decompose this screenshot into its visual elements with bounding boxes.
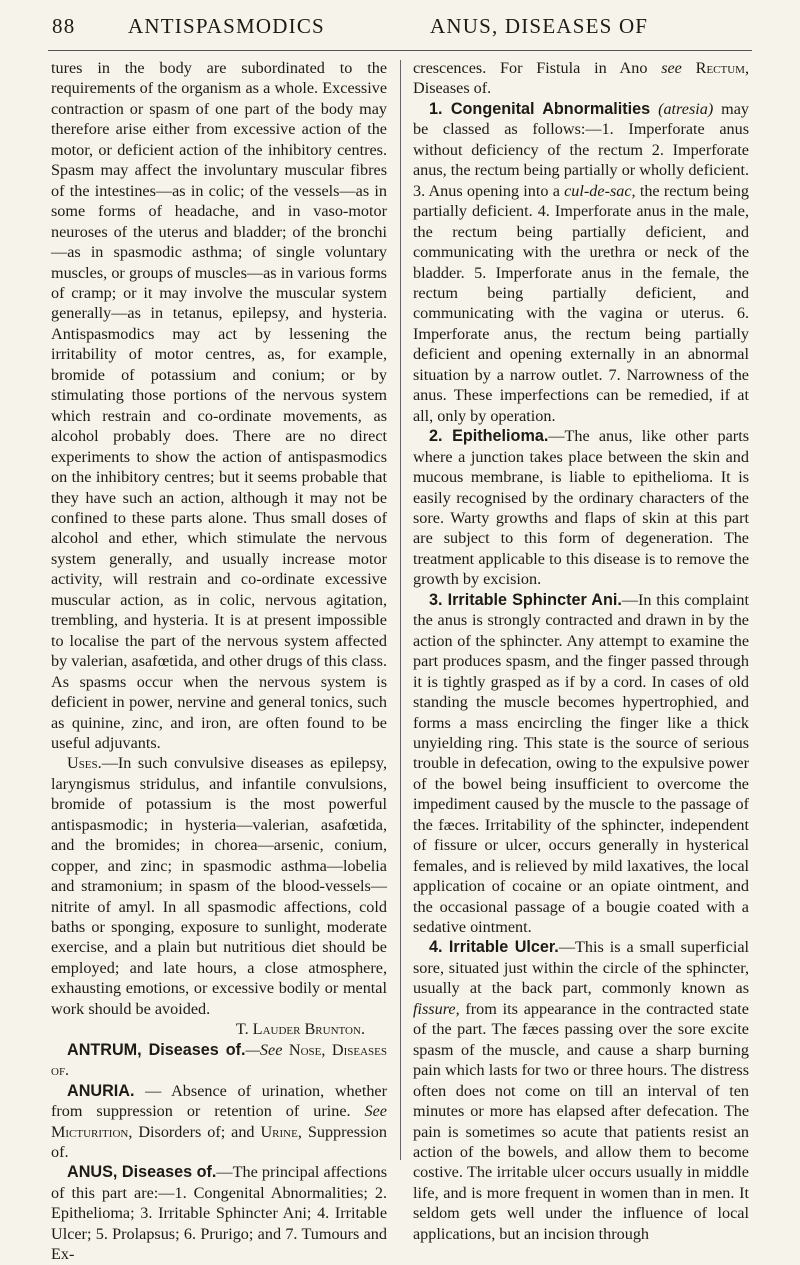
column-divider <box>400 60 401 1160</box>
anuria-crossref-micturition: Micturition, <box>51 1122 133 1141</box>
entry-anus <box>51 1162 387 1264</box>
anuria-text-end: Suppression of. <box>51 1122 387 1162</box>
section-irritable-sphincter <box>413 590 749 938</box>
fistula-crossref: Rectum, <box>695 59 749 77</box>
epithelioma-text: —The anus, like other parts where a junction takes place between the skin and mucous membrane, is liable to epithelioma. It is easily recognised by the ordinary characters of the sore. Warty growths and flaps of skin at this part are subject to this form of degeneration. The treatment applicable to this disease is to remove the growth by excision. <box>413 427 749 589</box>
anus-heading: ANUS, Diseases of. <box>67 1163 217 1182</box>
running-header <box>48 10 752 46</box>
anuria-heading: ANURIA. <box>67 1081 135 1100</box>
uses-text: —In such convulsive diseases as epilepsy, laryngismus stridulus, and infantile convulsions, bromide of potassium is the most powerful antispasmodic; in hysteria—valerian, asafœtida, and the bromides; in chorea—arsenic, conium, copper, and zinc; in spasmodic asthma—lobelia and stramonium; in spasm of the blood-vessels—nitrite of amyl. In all spasmodic affections, cold baths or sponging, exposure to sunlight, moderate exercise, and a plain but nutritious diet should be employed; and late hours, a close atmosphere, exhausting emotions, or excessive bodily or mental work should be avoided. <box>51 754 387 1018</box>
header-rule <box>48 50 752 51</box>
entry-antrum <box>51 1040 387 1081</box>
atresia-term: (atresia) <box>658 99 714 118</box>
running-title-right: ANUS, DISEASES OF <box>430 14 649 38</box>
fistula-note <box>413 58 749 99</box>
congenital-text: may be classed as follows:—1. Imperforate anus without deficiency of the rectum 2. Imperforate anus, the rectum being partially or wholly deficient. 3. Anus opening into a <box>413 99 750 200</box>
ulcer-text: —This is a small superficial sore, situated just within the circle of the sphincter, usually at the back part, commonly known as <box>413 938 749 998</box>
fistula-text: crescences. For Fistula in Ano <box>413 59 662 77</box>
section-congenital <box>413 99 749 426</box>
anuria-crossref-urine: Urine, <box>260 1122 302 1141</box>
antispasmodics-continuation: tures in the body are subordinated to the requirements of the organism as a whole. Excessive contraction or spasm of one part of the body may therefore arise either from excessive action of the motor, or deficient action of the inhibitory centres. Spasm may affect the involuntary muscular fibres of the intestines—as in colic; of the vessels—as in some forms of headache, and in vaso-motor neuroses of the uterus and bladder; of the bronchi—as in spasmodic asthma; of single voluntary muscles, or groups of muscles—as in various forms of cramp; or it may involve the muscular system generally—as in tetanus, epilepsy, and hysteria. Antispasmodics may act by lessening the irritability of motor centres, as, for example, bromide of potassium and conium; or by stimulating those portions of the nervous system which restrain and co-ordinate movements, as alcohol probably does. There are no direct experiments to show the action of antispasmodics on the inhibitory centres; but it seems probable that they have such an action, although it may not be confined to these parts alone. Thus small doses of alcohol and ether, which stimulate the nervous system generally, and usually increase motor activity, will restrain and co-ordinate excessive muscular action, as in colic, nervous agitation, trembling, and hysteria. It is at present impossible to localise the part of the nervous system affected by valerian, asafœtida, and other drugs of this class. As spasms occur when the nervous system is deficient in power, nervine and general tonics, such as quinine, zinc, and iron, are often found to be useful adjuvants. <box>51 59 387 752</box>
running-title-left: ANTISPASMODICS <box>128 14 325 38</box>
antrum-heading: ANTRUM, Diseases of. <box>67 1040 246 1059</box>
fistula-text-end: Diseases of. <box>413 79 492 98</box>
antrum-crossref: Nose, Diseases of. <box>51 1040 388 1080</box>
right-column <box>413 58 750 1243</box>
congenital-text-2: the rectum being partially deficient. 4. Imperforate anus in the male, the rectum being partially deficient, and communicating with the urethra or neck of the bladder. 5. Imperforate anus in the female, the rectum being partially deficient, and communicating with the vagina or uterus. 6. Imperforate anus, the rectum being partially deficient and opening externally in an abnormal situation by a narrow outlet. 7. Narrowness of the anus. These imperfections can be remedied, if at all, only by operation. <box>413 181 749 425</box>
uses-paragraph <box>51 753 387 1019</box>
ulcer-heading: 4. Irritable Ulcer. <box>429 938 559 957</box>
cul-de-sac-term: cul-de-sac, <box>564 181 636 200</box>
fissure-term: fissure, <box>413 999 460 1018</box>
entry-anuria <box>51 1081 387 1163</box>
section-irritable-ulcer <box>413 937 749 1244</box>
anuria-text-mid: Disorders of; and <box>132 1122 261 1141</box>
left-column <box>51 58 388 1264</box>
anuria-text: — Absence of urination, whether from suppression or retention of urine. <box>51 1081 387 1121</box>
epithelioma-heading: 2. Epithelioma. <box>429 427 549 446</box>
fistula-see: see <box>661 59 682 77</box>
section-epithelioma <box>413 426 749 590</box>
anuria-see: See <box>364 1102 387 1121</box>
uses-label: Uses. <box>67 754 102 773</box>
congenital-heading: 1. Congenital Abnormalities <box>429 99 651 118</box>
sphincter-heading: 3. Irritable Sphincter Ani. <box>429 590 622 609</box>
sphincter-text: —In this complaint the anus is strongly contracted and drawn in by the action of the sphincter. Any attempt to examine the part produces spasm, and the finger passed through it is tightly grasped as if by a cord. In cases of old standing the muscle becomes hypertrophied, and forms a mass encircling the finger like a thick unyielding ring. This state is the source of serious trouble in defecation, owing to the expulsive power of the bowel being insufficient to overcome the impediment caused by the muscle to the passage of the fæces. Irritability of the sphincter, independent of fissure or ulcer, occurs generally in hysterical females, and is relieved by mild laxatives, the local application of cocaine or an opiate ointment, and the occasional passage of a bougie coated with a sedative ointment. <box>413 590 749 937</box>
antrum-see: —See <box>245 1040 283 1059</box>
page-number: 88 <box>52 14 76 38</box>
anus-intro-text: —The principal affections of this part are:—1. Congenital Abnormalities; 2. Epithelioma; 3. Irritable Sphincter Ani; 4. Irritable Ulcer; 5. Prolapsus; 6. Prurigo; and 7. Tumours and Ex- <box>51 1163 387 1264</box>
ulcer-text-2: from its appearance in the contracted state of the part. The fæces passing over the sore excite spasm of the muscle, and cause a sharp burning pain which lasts for two or three hours. The distress often does not come on till an interval of ten minutes or more has elapsed after defecation. The pain is sometimes so acute that patients resist an action of the bowels, and allow them to become costive. The irritable ulcer occurs usually in middle life, and is more frequent in women than in men. It seldom gets well under the influence of local applications, but an incision through <box>413 999 749 1243</box>
author-signature: T. Lauder Brunton. <box>235 1020 365 1039</box>
